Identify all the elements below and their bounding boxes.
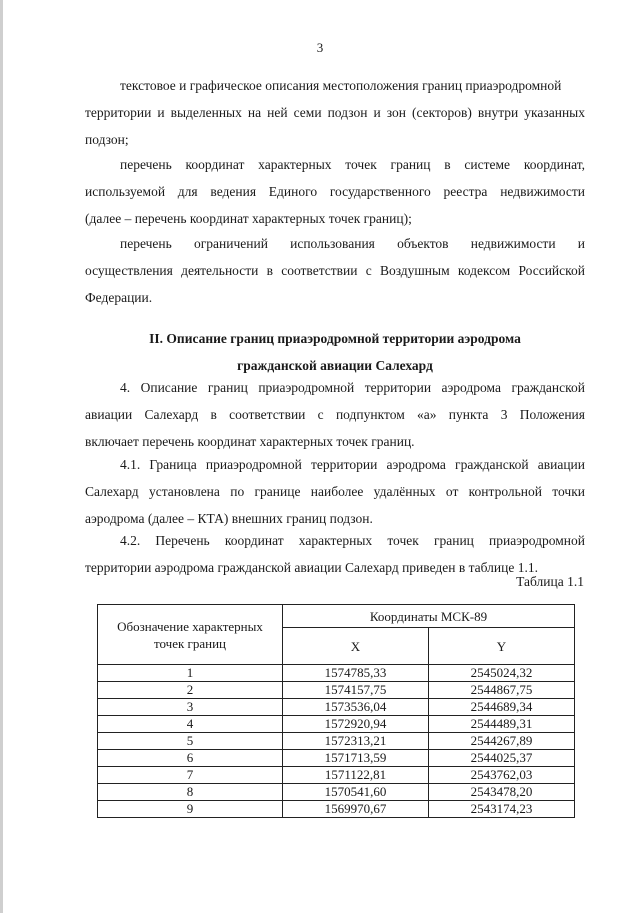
point-number: 5 [98,733,283,750]
paragraph-4 [85,374,585,455]
table-row [98,665,575,682]
section-heading-line-2: гражданской авиации Салехард [237,358,433,373]
coord-x: 1571122,81 [283,767,429,784]
table-row [98,784,575,801]
coord-x: 1572920,94 [283,716,429,733]
coord-x: 1572313,21 [283,733,429,750]
coord-y: 2544489,31 [429,716,575,733]
point-number: 8 [98,784,283,801]
coord-y: 2544267,89 [429,733,575,750]
paragraph-line: перечень ограничений использования объектов недвижимости и [120,236,585,251]
table-row [98,750,575,767]
paragraph-coordinates-list [85,151,585,232]
point-number: 9 [98,801,283,818]
point-number: 4 [98,716,283,733]
paragraph-line: 4.1. Граница приаэродромной территории аэродрома гражданской авиации [120,457,585,472]
section-heading-line-1: II. Описание границ приаэродромной территории аэродрома [149,331,521,346]
table-caption: Таблица 1.1 [516,574,584,589]
paragraph-line: используемой для ведения Единого государственного реестра недвижимости [85,184,585,199]
point-number: 1 [98,665,283,682]
coord-y: 2543762,03 [429,767,575,784]
coord-x: 1574157,75 [283,682,429,699]
paragraph-line: Федерации. [85,290,153,305]
header-y: Y [429,628,575,665]
paragraph-line: территории и выделенных на ней семи подзон и зон (секторов) внутри указанных [85,105,585,120]
paragraph-line: Салехард установлена по границе наиболее удалённых от контрольной точки [85,484,585,499]
paragraph-line: авиации Салехард в соответствии с подпунктом «а» пункта 3 Положения [85,407,585,422]
coord-y: 2544689,34 [429,699,575,716]
coord-x: 1569970,67 [283,801,429,818]
coordinates-table [97,604,575,818]
page-number: 3 [316,40,324,55]
coord-y: 2545024,32 [429,665,575,682]
paragraph-text-description [85,72,585,153]
paragraph-line: аэродрома (далее – КТА) внешних границ подзон. [85,511,373,526]
point-number: 3 [98,699,283,716]
paragraph-line: 4. Описание границ приаэродромной территории аэродрома гражданской [120,380,585,395]
scan-edge [0,0,3,913]
paragraph-4-1 [85,451,585,532]
paragraph-line: осуществления деятельности в соответствии с Воздушным кодексом Российской [85,263,585,278]
coord-x: 1573536,04 [283,699,429,716]
header-coordinates: Координаты МСК-89 [283,605,575,628]
table-row [98,733,575,750]
paragraph-line: подзон; [85,132,129,147]
paragraph-line: включает перечень координат характерных точек границ. [85,434,415,449]
header-x: X [283,628,429,665]
point-number: 7 [98,767,283,784]
coord-x: 1570541,60 [283,784,429,801]
point-number: 6 [98,750,283,767]
coord-x: 1571713,59 [283,750,429,767]
paragraph-line: (далее – перечень координат характерных точек границ); [85,211,412,226]
paragraph-line: перечень координат характерных точек границ в системе координат, [120,157,585,172]
table-row [98,699,575,716]
table-row [98,716,575,733]
header-points: Обозначение характерных точек границ [98,605,283,665]
paragraph-4-2 [85,527,585,581]
paragraph-line: текстовое и графическое описания местоположения границ приаэродромной [120,78,562,93]
paragraph-line: территории аэродрома гражданской авиации Салехард приведен в таблице 1.1. [85,560,538,575]
coord-y: 2543174,23 [429,801,575,818]
coord-x: 1574785,33 [283,665,429,682]
point-number: 2 [98,682,283,699]
coord-y: 2543478,20 [429,784,575,801]
section-heading [85,325,585,379]
coord-y: 2544867,75 [429,682,575,699]
paragraph-line: 4.2. Перечень координат характерных точек границ приаэродромной [120,533,585,548]
coord-y: 2544025,37 [429,750,575,767]
table-row [98,767,575,784]
table-row [98,682,575,699]
paragraph-restrictions-list [85,230,585,311]
table-row [98,801,575,818]
